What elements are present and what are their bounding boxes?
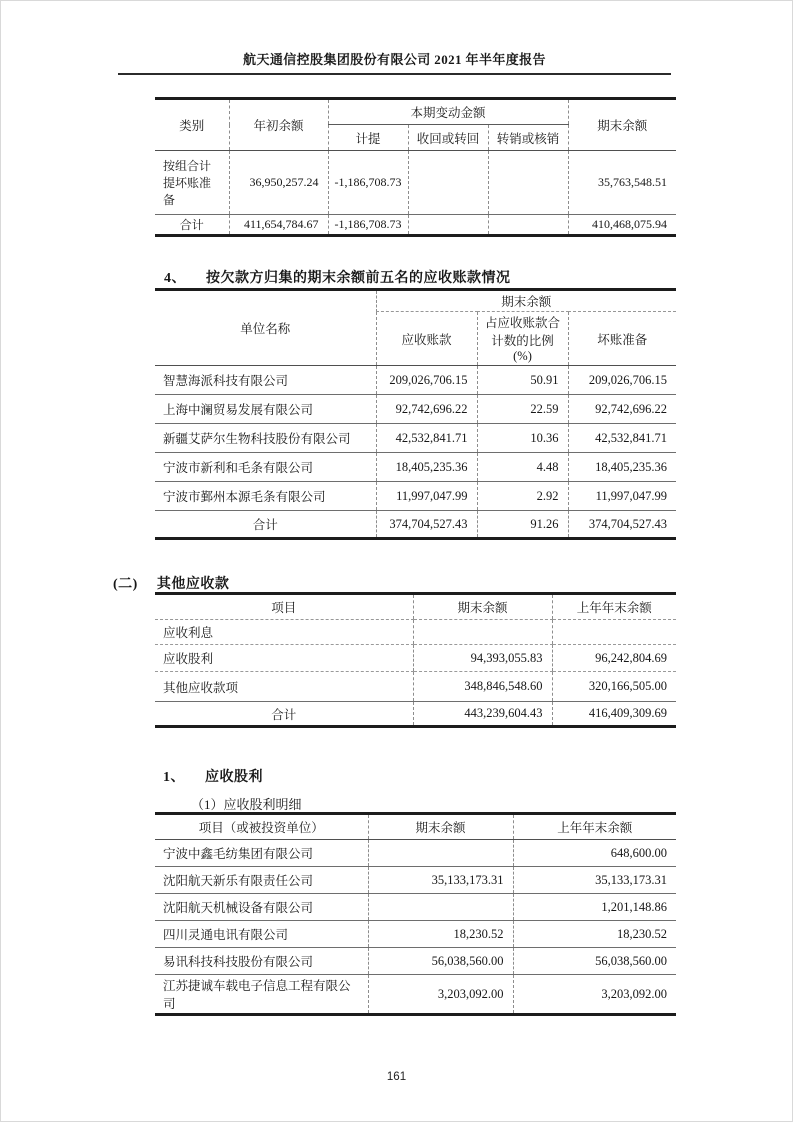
table-row (155, 948, 676, 975)
table-row (155, 482, 676, 511)
other-receivables-table (155, 592, 676, 728)
cell-accounts-receivable: 42,532,841.71 (376, 424, 477, 453)
cell-item: 江苏捷诚车载电子信息工程有限公司 (163, 979, 351, 1011)
table-row (155, 867, 676, 894)
cell-prior: 1,201,148.86 (513, 894, 676, 921)
cell-ratio: 91.26 (477, 511, 568, 539)
section4-title: 按欠款方归集的期末余额前五名的应收账款情况 (206, 271, 511, 286)
dividends-receivable-table (155, 812, 676, 1016)
cell-prior: 416,409,309.69 (552, 702, 676, 727)
cell-item: 沈阳航天新乐有限责任公司 (155, 867, 368, 894)
cell-unit-name: 新疆艾萨尔生物科技股份有限公司 (155, 424, 376, 453)
cell-ratio: 4.48 (477, 453, 568, 482)
col-header-ending-balance: 期末余额 (413, 594, 552, 620)
table-total-row (155, 511, 676, 539)
cell-prior: 35,133,173.31 (513, 867, 676, 894)
cell-prior: 96,242,804.69 (552, 645, 676, 672)
cell-category: 合计 (179, 218, 204, 232)
top5-receivables-table (155, 288, 676, 540)
col-header-item: 项目 (155, 594, 413, 620)
table-row (155, 672, 676, 702)
cell-bad-debt: 92,742,696.22 (568, 395, 676, 424)
section-other-number: (二) (113, 577, 138, 592)
cell-accounts-receivable: 209,026,706.15 (376, 366, 477, 395)
cell-ending: 35,763,548.51 (568, 151, 676, 215)
table-row (155, 975, 676, 1015)
bad-debt-provision-table (155, 97, 676, 237)
col-header-prior-year-balance: 上年年末余额 (513, 814, 676, 840)
cell-ending: 410,468,075.94 (568, 215, 676, 236)
cell-accounts-receivable: 11,997,047.99 (376, 482, 477, 511)
section4-heading (164, 267, 511, 287)
cell-bad-debt: 42,532,841.71 (568, 424, 676, 453)
col-header-prior-year-balance: 上年年末余额 (552, 594, 676, 620)
table-row (155, 921, 676, 948)
table-row (155, 395, 676, 424)
cell-unit-name: 合计 (252, 518, 278, 532)
cell-recovered (408, 215, 488, 236)
cell-ending: 56,038,560.00 (368, 948, 513, 975)
section-other-title: 其他应收款 (156, 577, 230, 592)
cell-item: 沈阳航天机械设备有限公司 (155, 894, 368, 921)
table-row (155, 151, 676, 215)
cell-bad-debt: 374,704,527.43 (568, 511, 676, 539)
cell-accounts-receivable: 374,704,527.43 (376, 511, 477, 539)
cell-ending: 348,846,548.60 (413, 672, 552, 702)
table-row (155, 424, 676, 453)
cell-item: 宁波中鑫毛纺集团有限公司 (155, 840, 368, 867)
cell-ending (368, 894, 513, 921)
cell-accounts-receivable: 92,742,696.22 (376, 395, 477, 424)
cell-item: 易讯科技科技股份有限公司 (155, 948, 368, 975)
table-row (155, 453, 676, 482)
document-header (118, 49, 671, 75)
cell-item: 应收股利 (155, 645, 413, 672)
col-header-category: 类别 (155, 99, 229, 151)
cell-ending: 94,393,055.83 (413, 645, 552, 672)
document-title: 航天通信控股集团股份有限公司 2021 年半年度报告 (243, 52, 546, 67)
table-row (155, 840, 676, 867)
table-row (155, 894, 676, 921)
cell-ending: 443,239,604.43 (413, 702, 552, 727)
cell-written-off (488, 151, 568, 215)
cell-prior (552, 620, 676, 645)
cell-prior: 648,600.00 (513, 840, 676, 867)
col-header-written-off: 转销或核销 (488, 125, 568, 151)
table-total-row (155, 215, 676, 236)
col-header-bad-debt-provision: 坏账准备 (568, 312, 676, 366)
cell-ratio: 22.59 (477, 395, 568, 424)
cell-item: 其他应收款项 (155, 672, 413, 702)
col-header-provision: 计提 (328, 125, 408, 151)
cell-beginning: 36,950,257.24 (229, 151, 328, 215)
col-header-beginning-balance: 年初余额 (229, 99, 328, 151)
cell-ending: 3,203,092.00 (368, 975, 513, 1015)
col-header-ending-balance: 期末余额 (568, 99, 676, 151)
table-total-row (155, 702, 676, 727)
cell-bad-debt: 209,026,706.15 (568, 366, 676, 395)
cell-unit-name: 智慧海派科技有限公司 (155, 366, 376, 395)
cell-beginning: 411,654,784.67 (229, 215, 328, 236)
col-header-recovered: 收回或转回 (408, 125, 488, 151)
col-header-item: 项目（或被投资单位） (155, 814, 368, 840)
cell-item: 应收利息 (155, 620, 413, 645)
cell-recovered (408, 151, 488, 215)
cell-prior: 18,230.52 (513, 921, 676, 948)
cell-unit-name: 宁波市新利和毛条有限公司 (155, 453, 376, 482)
cell-prior: 3,203,092.00 (513, 975, 676, 1015)
cell-provision: -1,186,708.73 (328, 215, 408, 236)
cell-category: 按组合计提坏账准备 (155, 151, 229, 215)
cell-unit-name: 上海中澜贸易发展有限公司 (155, 395, 376, 424)
cell-ratio: 10.36 (477, 424, 568, 453)
cell-ending: 35,133,173.31 (368, 867, 513, 894)
col-header-ending-balance: 期末余额 (368, 814, 513, 840)
cell-provision: -1,186,708.73 (328, 151, 408, 215)
table-row (155, 645, 676, 672)
table-row (155, 366, 676, 395)
cell-item: 四川灵通电讯有限公司 (155, 921, 368, 948)
col-header-ending-balance-group: 期末余额 (376, 290, 676, 312)
section-dividends-subtitle: （1）应收股利明细 (191, 797, 302, 812)
col-header-unit-name: 单位名称 (155, 290, 376, 366)
cell-ending: 18,230.52 (368, 921, 513, 948)
cell-written-off (488, 215, 568, 236)
col-header-accounts-receivable: 应收账款 (376, 312, 477, 366)
cell-unit-name: 宁波市鄞州本源毛条有限公司 (155, 482, 376, 511)
section-dividends-title: 应收股利 (205, 770, 263, 785)
section-other-heading (113, 573, 229, 593)
section4-number: 4、 (164, 271, 186, 286)
cell-ending (413, 620, 552, 645)
section-dividends-heading (163, 766, 263, 786)
cell-prior: 56,038,560.00 (513, 948, 676, 975)
cell-accounts-receivable: 18,405,235.36 (376, 453, 477, 482)
cell-item: 合计 (271, 707, 297, 722)
cell-bad-debt: 18,405,235.36 (568, 453, 676, 482)
cell-ratio: 50.91 (477, 366, 568, 395)
table-row (155, 620, 676, 645)
col-header-change-group: 本期变动金额 (328, 99, 568, 125)
cell-bad-debt: 11,997,047.99 (568, 482, 676, 511)
col-header-ratio: 占应收账款合计数的比例(%) (477, 312, 568, 366)
section-dividends-number: 1、 (163, 770, 185, 785)
page-number: 161 (386, 1071, 407, 1083)
cell-ratio: 2.92 (477, 482, 568, 511)
cell-prior: 320,166,505.00 (552, 672, 676, 702)
cell-ending (368, 840, 513, 867)
